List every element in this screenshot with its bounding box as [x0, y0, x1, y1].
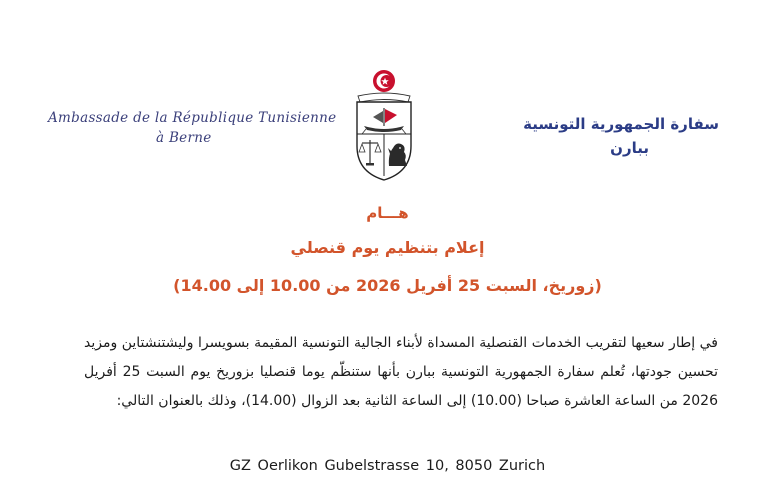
tunisia-coat-of-arms-icon	[352, 68, 416, 182]
notice-title: إعلام بتنظيم يوم قنصلي	[290, 238, 485, 257]
notice-important-heading: هـــام	[366, 204, 409, 222]
embassy-city-french: à Berne	[156, 130, 212, 146]
embassy-city-arabic: ببارن	[610, 139, 649, 157]
embassy-name-french-line1: Ambassade de la République Tunisienne	[48, 110, 337, 126]
notice-body-paragraph: في إطار سعيها لتقريب الخدمات القنصلية المسداة لأبناء الجالية التونسية المقيمة بسويسرا وليشتنشتاين ومزيد تحسين جودتها، تُعلم سفارة الجمهورية التونسية ببارن بأنها ستنظّم يوما قنصليا بزوريخ يوم السبت 25 أفريل 2026 من الساعة العاشرة صباحا (10.00) إلى الساعة الثانية بعد الزوال (14.00)، وذلك بالعنوان التالي:	[84, 335, 718, 409]
notice-date-line: (زوريخ، السبت 25 أفريل 2026 من 10.00 إلى 14.00)	[173, 276, 602, 295]
embassy-name-arabic-line1: سفارة الجمهورية التونسية	[523, 115, 719, 133]
event-address: GZ Oerlikon Gubelstrasse 10, 8050 Zurich	[229, 458, 546, 474]
embassy-name-french	[48, 108, 338, 148]
embassy-name-arabic	[523, 112, 719, 160]
